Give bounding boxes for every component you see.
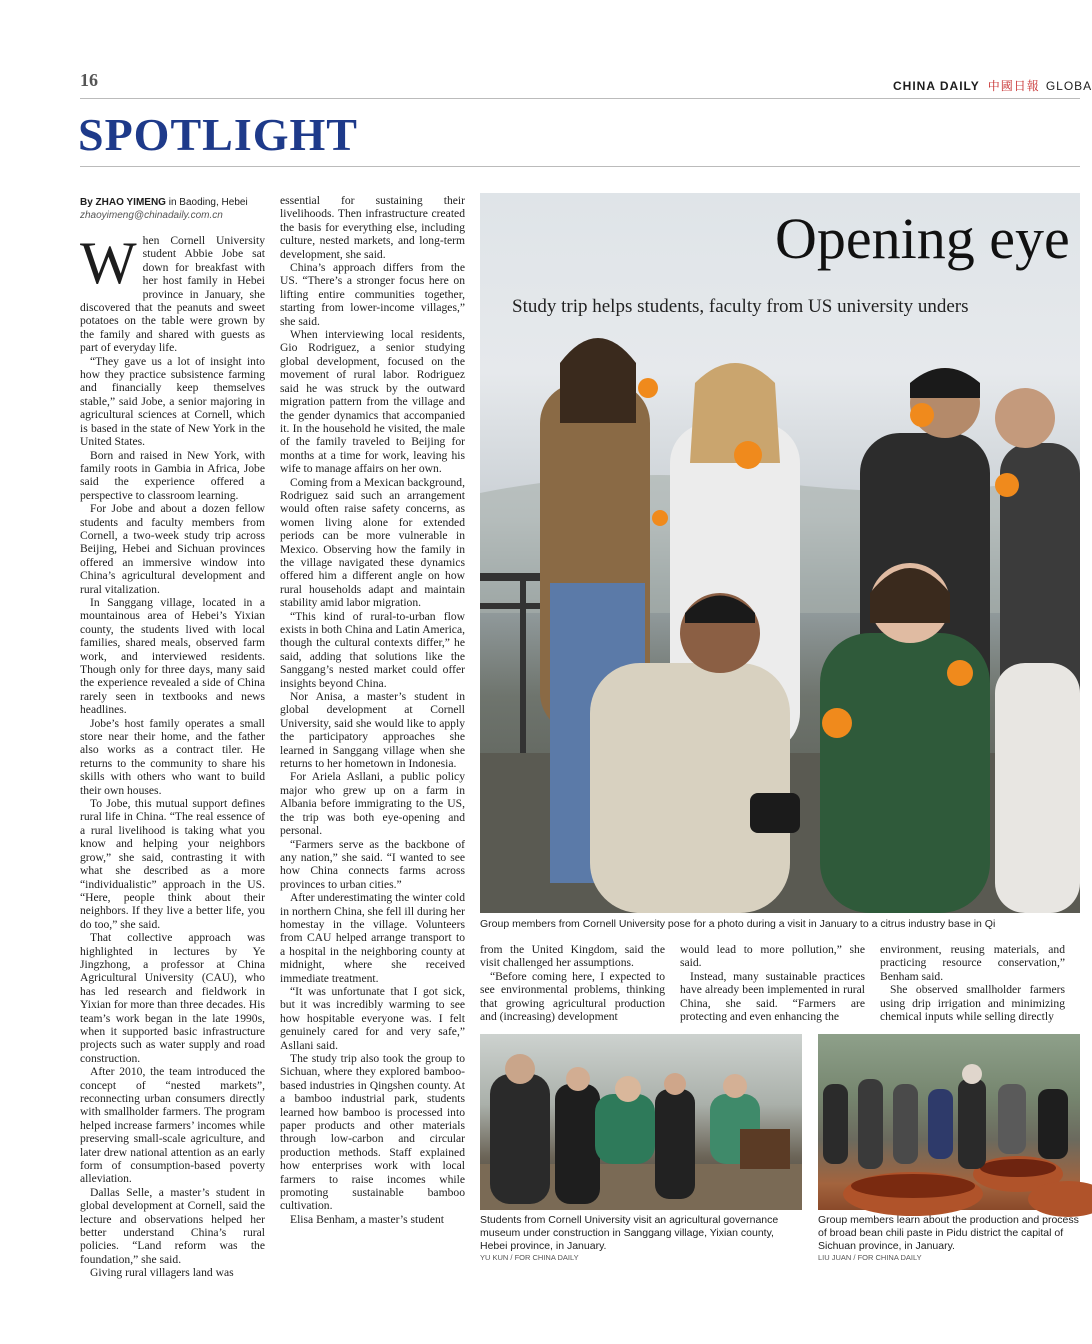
paragraph: In Sanggang village, located in a mountainous area of Hebei’s Yixian county, the students lived with local families, shared meals, observed farm work, and interviewed residents. Though only for three days, many said the experience revealed a side of China rarely seen in textbooks and news headlines. [80, 595, 265, 717]
paragraph: After 2010, the team introduced the concept of “nested markets”, reconnecting urban consumers directly with smallholder farmers. The program helped increase farmers’ incomes while preserving small-scale agriculture, and later drew national attention as an early form of consumption-based poverty alleviation. [80, 1065, 265, 1186]
drop-cap: W [80, 230, 137, 296]
paragraph: Born and raised in New York, with family roots in Gambia in Africa, Jobe said the experience offered a perspective to classroom learning. [80, 448, 265, 502]
article-column-4 [680, 943, 865, 1025]
museum-photo-credit: YU KUN / FOR CHINA DAILY [480, 1253, 579, 1262]
article-column-3 [480, 943, 665, 1025]
paragraph: Elisa Benham, a master’s student [290, 1212, 445, 1226]
subhead: Study trip helps students, faculty from US university unders [512, 296, 969, 317]
paragraph: She observed smallholder farmers using drip irrigation and minimizing chemical inputs while selling directly [880, 983, 1065, 1024]
paragraph: “It was unfortunate that I got sick, but it was incredibly warming to see how hospitable everyone was. I felt genuinely cared for and very safe,” Asllani said. [280, 984, 465, 1052]
paragraph: Nor Anisa, a master’s student in global development at Cornell University, said she would like to apply the participatory approaches she learned in Sanggang village when she returns to her hometown in Indonesia. [280, 690, 465, 771]
headline: Opening eye [775, 206, 1070, 271]
paragraph: That collective approach was highlighted in lectures by Ye Jingzhong, a professor at China Agricultural University (CAU), who has led research and fieldwork in Yixian for more than three decades. His team’s work began in the late 1990s, when it supported basic infrastructure projects such as water supply and road construction. [80, 931, 265, 1065]
paragraph: from the United Kingdom, said the visit challenged her assumptions. [480, 943, 665, 970]
masthead-brand: CHINA DAILY [893, 79, 980, 93]
chili-paste-photo-illustration [818, 1034, 1080, 1210]
masthead-cn: 中國日報 [987, 79, 1040, 93]
paragraph: Giving rural villagers land was [90, 1266, 234, 1280]
top-rule [80, 98, 1080, 99]
chili-paste-photo-caption: Group members learn about the production and process of broad bean chili paste in Pidu district the capital of Sichuan province, in January. [818, 1214, 1079, 1252]
masthead [893, 77, 1092, 94]
masthead-edition: GLOBA [1045, 79, 1092, 93]
paragraph: hen Cornell University student Abbie Jobe sat down for breakfast with her host family in Hebei province in January, she discovered that the peanuts and sweet potatoes on the table were grown by the family and shared with guests as part of everyday life. [80, 234, 265, 355]
museum-photo [480, 1034, 802, 1210]
paragraph: essential for sustaining their livelihoods. Then infrastructure created the basis for everything else, including culture, nested markets, and long-term development, she said. [280, 194, 465, 261]
paragraph: “They gave us a lot of insight into how they practice subsistence farming and financially keep themselves stable,” said Jobe, a senior majoring in agricultural sciences at Cornell, which is based in the state of New York in the United States. [80, 354, 265, 449]
byline-email: zhaoyimeng@chinadaily.com.cn [80, 210, 223, 221]
paragraph: “Before coming here, I expected to see environmental problems, thinking that growing agricultural production and (increasing) development [480, 969, 665, 1024]
article-column-1 [80, 196, 265, 1280]
chili-paste-photo [818, 1034, 1080, 1210]
paragraph: To Jobe, this mutual support defines rural life in China. “The real essence of a rural livelihood is taking what you know and helping your neighbors grow,” she said, contrasting it with what she described as a more “individualistic” approach in the US. “Here, people think about their neighbors. If they live a better life, you do too,” she said. [80, 797, 265, 931]
paragraph: After underestimating the winter cold in northern China, she fell ill during her homestay in the village. Volunteers from CAU helped arrange transport to a hospital in the neighboring county at midnight, where she received immediate treatment. [280, 891, 465, 985]
paragraph: Coming from a Mexican background, Rodriguez said such an arrangement would often raise safety concerns, as women living alone for extended periods can be more vulnerable in Mexico. Observing how the family in the village navigated these dynamics offered him a different angle on how rural households adapt and maintain stability amid labor migration. [280, 475, 465, 610]
paragraph: When interviewing local residents, Gio Rodriguez, a senior studying global development, focused on the movement of rural labor. Rodriguez said he was struck by the outward migration pattern from the village and the gender dynamics that accompanied it. In the household he visited, the male of the family traveled to Beijing for months at a time for work, leaving his wife to manage affairs on her own. [280, 328, 465, 476]
paragraph: Jobe’s host family operates a small store near their home, and the father also works as a contract tiler. He returns to the community to share his skills with others who want to build their own houses. [80, 716, 265, 797]
paragraph: “Farmers serve as the backbone of any nation,” she said. “I wanted to see how China connects farms across provinces to urban cities.” [280, 837, 465, 891]
museum-photo-caption: Students from Cornell University visit an agricultural governance museum under construction in Sanggang village, Yixian county, Hebei province, in January. [480, 1214, 779, 1252]
article-column-2 [280, 194, 465, 1266]
paragraph: environment, reusing materials, and practicing resource conservation,” Benham said. [880, 943, 1065, 983]
paragraph: Dallas Selle, a master’s student in global development at Cornell, said the lecture and observations helped her better understand China’s rural policies. “Land reform was the foundation,” she said. [80, 1185, 265, 1266]
article-column-5 [880, 943, 1065, 1025]
byline-author: By ZHAO YIMENG [80, 197, 166, 208]
chili-paste-photo-credit: LIU JUAN / FOR CHINA DAILY [818, 1253, 922, 1262]
paragraph: Instead, many sustainable practices have already been implemented in rural China, she said. “Farmers are protecting and even enhancing the [680, 969, 865, 1024]
paragraph: would lead to more pollution,” she said. [680, 943, 865, 970]
section-rule [80, 166, 1080, 167]
paragraph: For Ariela Asllani, a public policy major who grew up on a farm in Albania before immigrating to the US, the trip was both eye-opening and personal. [280, 770, 465, 838]
byline [80, 196, 265, 222]
byline-location: in Baoding, Hebei [168, 197, 248, 208]
paragraph: China’s approach differs from the US. “There’s a stronger focus here on lifting entire communities together, starting from lower-income villages,” she said. [280, 261, 465, 328]
paragraph: “This kind of rural-to-urban flow exists in both China and Latin America, though the cultural contexts differ,” he said, adding that solutions like the Sanggang’s nested market could offer insights beyond China. [280, 609, 465, 690]
main-photo-caption: Group members from Cornell University pose for a photo during a visit in January to a citrus industry base in Qi [480, 918, 996, 930]
paragraph: For Jobe and about a dozen fellow students and faculty members from Cornell, a two-week study trip across Beijing, Hebei and Sichuan provinces offered an immersive window into China’s agricultural development and rural vitalization. [80, 502, 265, 596]
paragraph: The study trip also took the group to Sichuan, where they explored bamboo-based industries in Qingshen county. At a bamboo industrial park, students learned how bamboo is processed into paper products and other materials through low-carbon and circular production methods. Staff explained how enterprises work with local farmers to raise incomes while promoting sustainable bamboo cultivation. [280, 1052, 465, 1213]
section-title: SPOTLIGHT [78, 109, 358, 160]
page-number: 16 [80, 70, 98, 90]
museum-photo-illustration [480, 1034, 802, 1210]
